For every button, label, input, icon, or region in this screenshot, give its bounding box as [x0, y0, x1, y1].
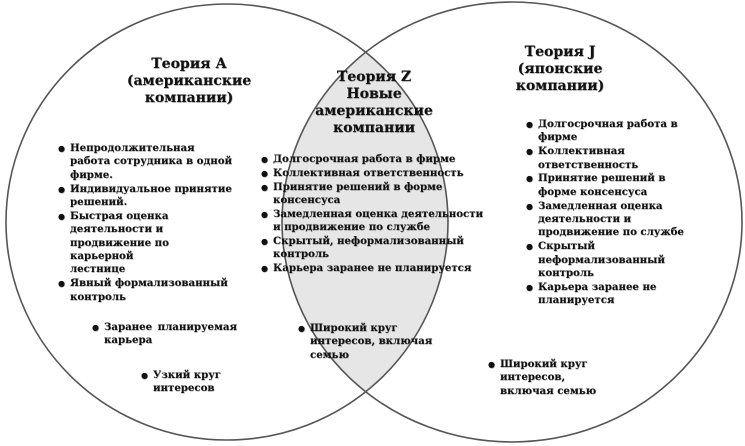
theory-z-title-line: Новые [346, 86, 402, 102]
theory-j-extra-interests: ● Широкий круг интересов, включая семью [488, 358, 612, 398]
list-item: ● Явный формализованный контроль [58, 277, 242, 304]
theory-a-title-line: (американские [126, 73, 252, 89]
theory-a-title-line: Теория А [151, 56, 227, 72]
theory-z-list [261, 153, 485, 276]
list-item: ● Карьера заранее не планируется [526, 281, 666, 308]
theory-a-title-line: компании) [144, 90, 234, 106]
list-item: ● Замедленная оценка деятельности и продвижение по службе [261, 208, 485, 235]
list-item: ● Скрытый неформализованный контроль [526, 240, 666, 280]
theory-j-title [490, 44, 630, 95]
theory-a-extra-interests: ● Узкий круг интересов [141, 369, 243, 396]
list-item: ● Долгосрочная работа в фирме [261, 153, 485, 166]
list-item: ● Замедленная оценка деятельности и продвижение по службе [526, 200, 688, 240]
list-item: ● Карьера заранее не планируется [261, 262, 485, 275]
theory-z-title-line: Теория Z [336, 69, 412, 85]
theory-j-list [526, 118, 686, 308]
theory-j-title-line: Теория J [524, 44, 596, 60]
theory-j-title-line: (японские [517, 61, 603, 77]
theory-j-title-line: компании) [515, 78, 605, 94]
theory-z-title-line: компании [333, 120, 415, 136]
list-item: ● Индивидуальное принятие решений. [58, 183, 234, 210]
theory-a-extra-career: ● Заранее планируемая карьера [92, 321, 260, 348]
list-item: ● Принятие решений в форме консенсуса [526, 172, 678, 199]
theory-z-extra-interests: ● Широкий круг интересов, включая семью [298, 322, 442, 362]
list-item: ● Коллективная ответственность [261, 167, 485, 180]
list-item: ● Непродолжительная работа сотрудника в одной фирме. [58, 142, 234, 182]
list-item: ● Принятие решений в форме консенсуса [261, 181, 453, 208]
list-item: ● Коллективная ответственность [526, 145, 648, 172]
list-item: ● Долгосрочная работа в фирме [526, 118, 678, 145]
theory-z-title-line: американские [315, 103, 433, 119]
theory-z-title [298, 69, 450, 137]
theory-a-title [118, 56, 260, 107]
theory-a-list [58, 142, 234, 304]
list-item: ● Скрытый, неформализованный контроль [261, 235, 473, 262]
list-item: ● Быстрая оценка деятельности и продвижение по карьерной лестнице [58, 210, 190, 277]
